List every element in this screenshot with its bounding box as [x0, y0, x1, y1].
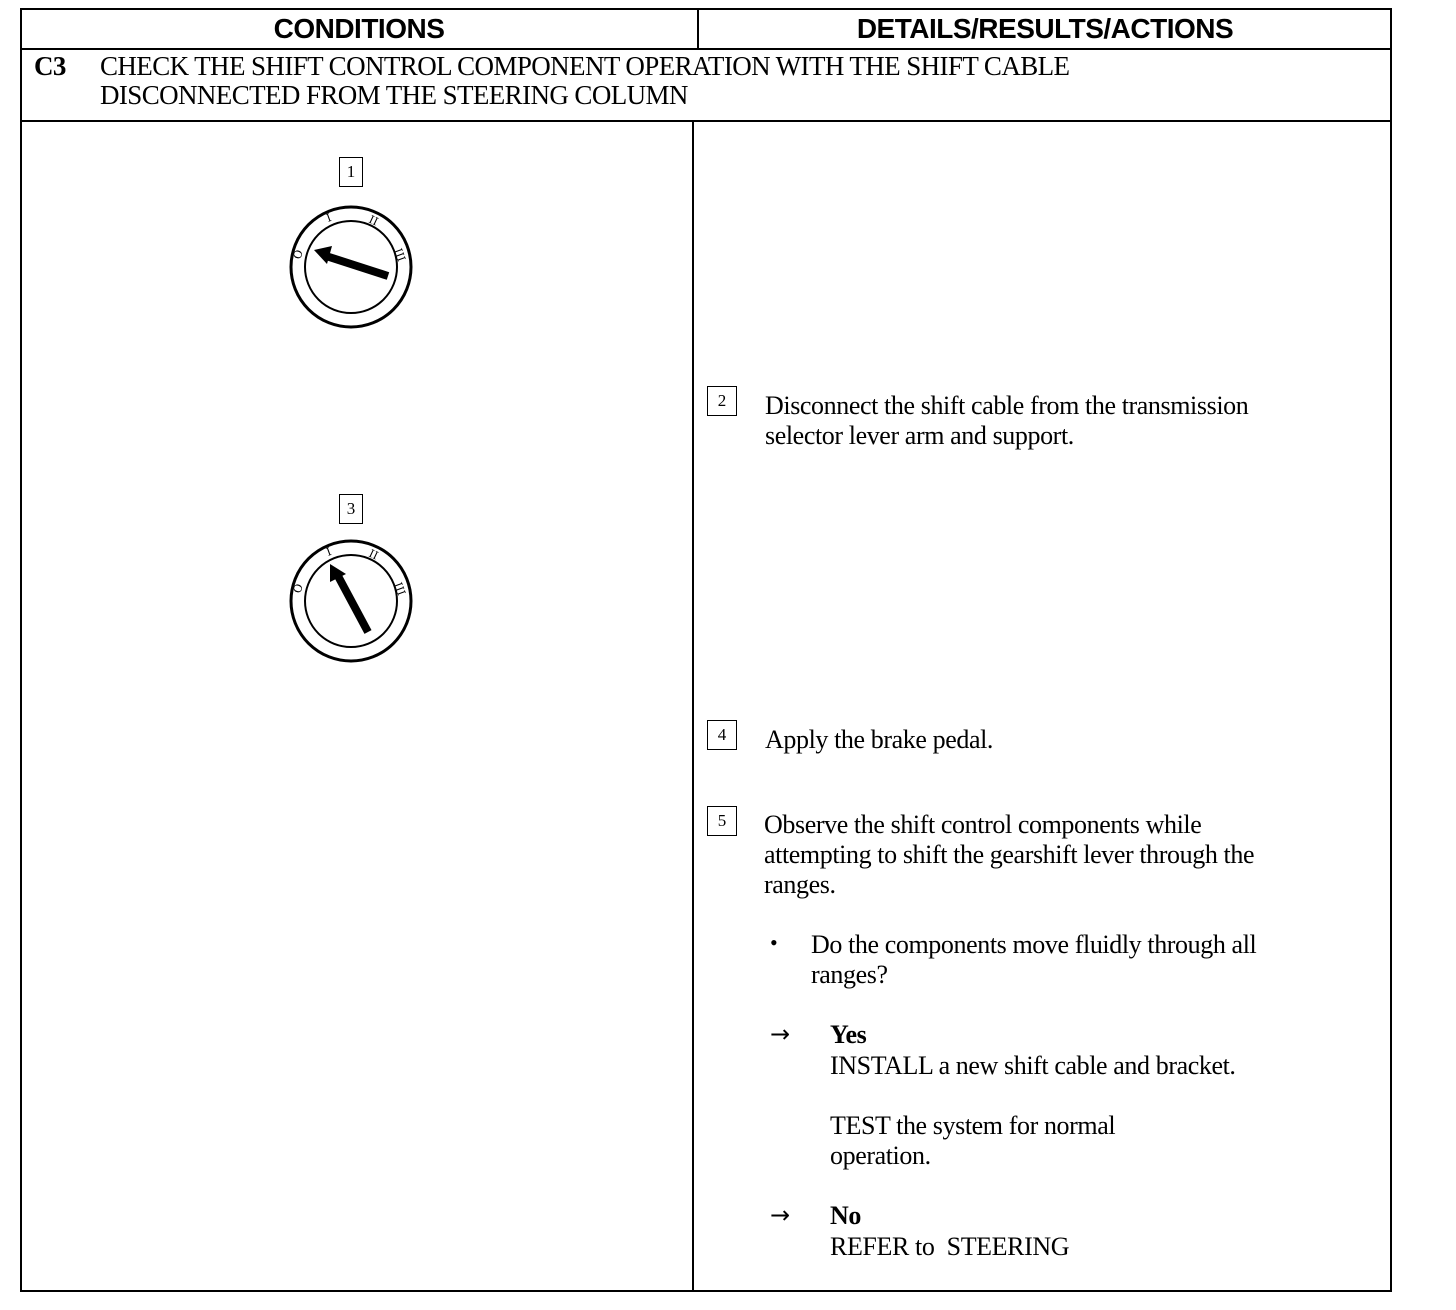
yes-arrow-icon: → — [770, 1020, 791, 1048]
ignition-dial-1-icon — [286, 202, 416, 332]
yes-action-1: INSTALL a new shift cable and bracket. — [830, 1051, 1236, 1080]
dial-1-label-0: O — [290, 248, 306, 262]
header-divider — [697, 8, 699, 50]
dial-1-label-3: III — [391, 246, 408, 264]
figure-3-number: 3 — [339, 494, 363, 524]
figure-1-number: 1 — [339, 157, 363, 187]
header-bottom-rule — [20, 48, 1392, 50]
step-heading — [34, 52, 1374, 110]
dial-1-label-2: II — [366, 212, 381, 229]
step-code: C3 — [34, 51, 66, 81]
dial-3-label-1: I — [324, 545, 334, 559]
step-2-number: 2 — [707, 386, 737, 416]
step-5-number: 5 — [707, 806, 737, 836]
title-bottom-rule — [20, 120, 1392, 122]
dial-3-label-2: II — [366, 546, 381, 563]
dial-3-label-3: III — [391, 580, 408, 598]
dial-1-label-1: I — [324, 211, 334, 225]
details-header: DETAILS/RESULTS/ACTIONS — [856, 13, 1234, 44]
step-4-number: 4 — [707, 720, 737, 750]
no-arrow-icon: → — [770, 1201, 791, 1229]
yes-label: Yes — [830, 1020, 867, 1049]
question-text: Do the components move fluidly through all ranges? — [811, 930, 1257, 989]
no-label: No — [830, 1201, 861, 1230]
no-action: REFER to STEERING — [830, 1232, 1070, 1261]
step-2-text: Disconnect the shift cable from the transmission selector lever arm and support. — [765, 391, 1249, 450]
step-4-text: Apply the brake pedal. — [765, 725, 994, 754]
conditions-header: CONDITIONS — [273, 13, 445, 44]
question-bullet: • — [770, 930, 778, 955]
step-title: CHECK THE SHIFT CONTROL COMPONENT OPERATION WITH THE SHIFT CABLE DISCONNECTED FROM THE STEERING COLUMN — [100, 51, 1070, 110]
yes-action-2: TEST the system for normal operation. — [830, 1111, 1116, 1170]
table-frame — [20, 8, 1392, 1292]
column-divider — [692, 120, 694, 1292]
step-5-text: Observe the shift control components while attempting to shift the gearshift lever through the ranges. — [764, 810, 1255, 899]
ignition-dial-3-icon — [286, 536, 416, 666]
dial-3-label-0: O — [290, 582, 306, 596]
